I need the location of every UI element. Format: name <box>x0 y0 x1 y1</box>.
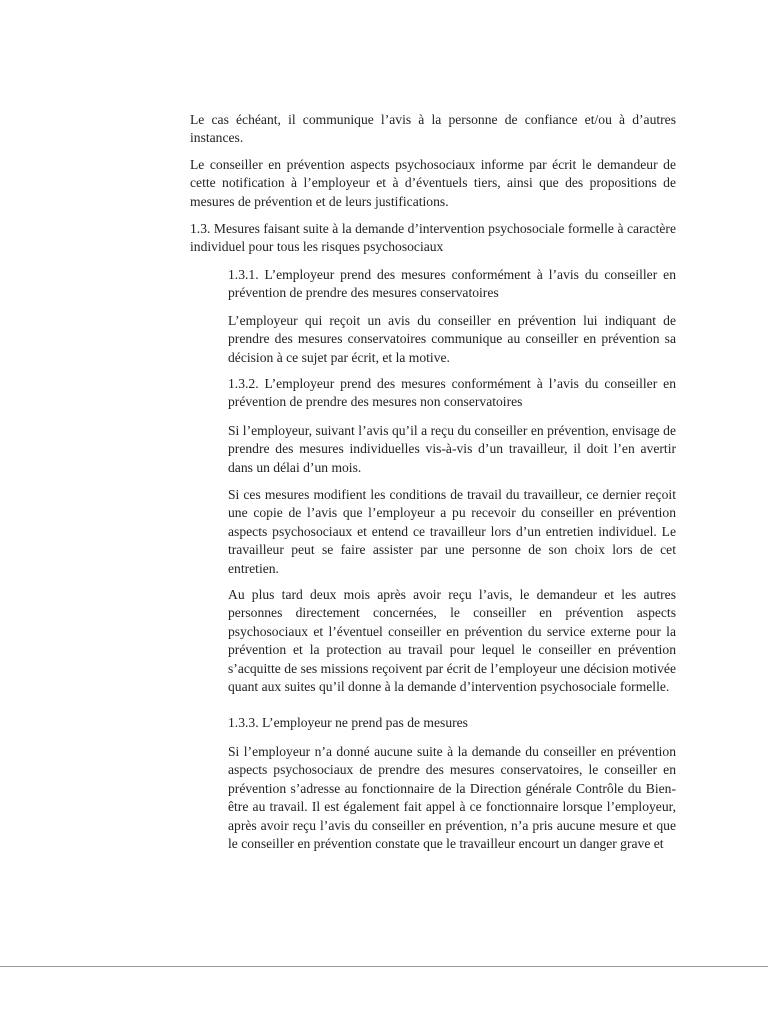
paragraph-mesures-conservatoires: L’employeur qui reçoit un avis du conseiller en prévention lui indiquant de prendre des mesures conservatoires communique au conseiller en prévention sa décision à ce sujet par écrit, et la motive. <box>228 313 676 365</box>
paragraph-mesures-individuelles: Si l’employeur, suivant l’avis qu’il a reçu du conseiller en prévention, envisage de prendre des mesures individuelles vis-à-vis d’un travailleur, il doit l’en avertir dans un délai d’un mois. <box>228 423 676 475</box>
section-heading-1-3: 1.3. Mesures faisant suite à la demande d’intervention psychosociale formelle à caractère individuel pour tous les risques psychosociaux <box>190 221 676 255</box>
paragraph-aucune-mesure: Si l’employeur n’a donné aucune suite à la demande du conseiller en prévention aspects psychosociaux de prendre des mesures conservatoires, le conseiller en prévention s’adresse au fonctionnaire de la Direction générale Contrôle du Bien-être au travail. Il est également fait appel à ce fonctionnaire lorsque l’employeur, après avoir reçu l’avis du conseiller en prévention, n’a pris aucune mesure et que le conseiller en prévention constate que le travailleur encourt un danger grave et <box>228 744 676 852</box>
paragraph-avis-communication: Le cas échéant, il communique l’avis à la personne de confiance et/ou à d’autres instances. <box>190 112 676 146</box>
subsection-heading-1-3-3: 1.3.3. L’employeur ne prend pas de mesures <box>228 715 468 730</box>
subsection-heading-1-3-1: 1.3.1. L’employeur prend des mesures conformément à l’avis du conseiller en prévention de prendre des mesures conservatoires <box>228 267 676 301</box>
paragraph-information-demandeur: Le conseiller en prévention aspects psychosociaux informe par écrit le demandeur de cette notification à l’employeur et à d’éventuels tiers, ainsi que des propositions de mesures de prévention et de leurs justifications. <box>190 157 676 209</box>
paragraph-conditions-travail: Si ces mesures modifient les conditions de travail du travailleur, ce dernier reçoit une copie de l’avis que l’employeur a pu recevoir du conseiller en prévention aspects psychosociaux et entend ce travailleur lors d’un entretien individuel. Le travailleur peut se faire assister par une personne de son choix lors de cet entretien. <box>228 487 676 576</box>
page-bottom-rule <box>0 966 768 967</box>
paragraph-decision-motivee: Au plus tard deux mois après avoir reçu l’avis, le demandeur et les autres personnes directement concernées, le conseiller en prévention aspects psychosociaux et l’éventuel conseiller en prévention du service externe pour la prévention et la protection au travail pour lequel le conseiller en prévention s’acquitte de ses missions reçoivent par écrit de l’employeur une décision motivée quant aux suites qu’il donne à la demande d’intervention psychosociale formelle. <box>228 587 676 695</box>
subsection-heading-1-3-2: 1.3.2. L’employeur prend des mesures conformément à l’avis du conseiller en prévention de prendre des mesures non conservatoires <box>228 376 676 410</box>
